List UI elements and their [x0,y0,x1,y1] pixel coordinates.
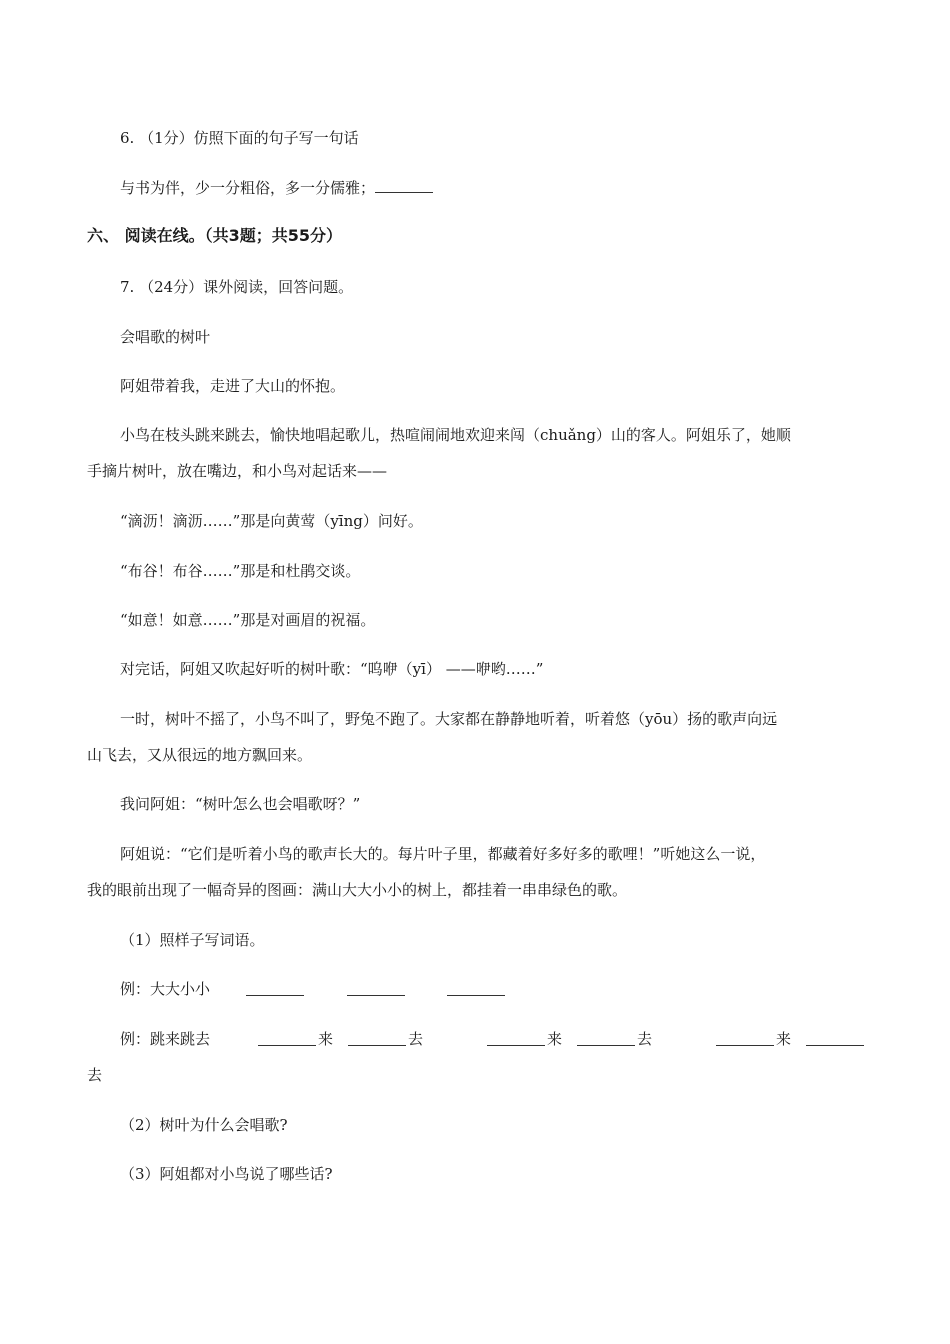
answer-blank[interactable] [348,1031,406,1046]
qu-label: 去 [87,1066,103,1084]
sub-question-1-title: （1）照样子写词语。 [120,931,265,949]
answer-blank[interactable] [716,1031,774,1046]
section6-heading: 六、 阅读在线。（共3题；共55分） [87,226,342,245]
q7-title: 7. （24分）课外阅读，回答问题。 [120,278,354,296]
story-paragraph-7-line-1: 一时，树叶不摇了，小鸟不叫了，野兔不跑了。大家都在静静地听着，听着悠（yōu）扬的歌声向远 [120,710,778,728]
sub-question-1-example-1 [120,979,210,999]
answer-blank[interactable] [246,981,304,996]
sub-question-2-title: （2）树叶为什么会唱歌? [120,1116,288,1134]
sub-question-1-example-2 [120,1029,210,1049]
lai-label: 来 [318,1030,334,1048]
sub-question-3-title: （3）阿姐都对小鸟说了哪些话? [120,1165,333,1183]
q6-prompt-text: 与书为伴，少一分粗俗，多一分儒雅； [120,179,376,197]
story-paragraph-2-line-1: 小鸟在枝头跳来跳去，愉快地唱起歌儿，热喧闹闹地欢迎来闯（chuǎng）山的客人。阿姐乐了，她顺 [120,426,791,444]
answer-blank[interactable] [258,1031,316,1046]
lai-label: 来 [547,1030,563,1048]
qu-label: 去 [408,1030,424,1048]
story-paragraph-9-line-2: 我的眼前出现了一幅奇异的图画：满山大大小小的树上，都挂着一串串绿色的歌。 [87,881,628,899]
story-paragraph-2-line-2: 手摘片树叶，放在嘴边，和小鸟对起话来—— [87,462,388,480]
story-paragraph-6: 对完话，阿姐又吹起好听的树叶歌：“呜咿（yī） ——咿哟……” [120,660,544,678]
q6-title: 6. （1分）仿照下面的句子写一句话 [120,129,359,147]
answer-blank[interactable] [347,981,405,996]
story-title: 会唱歌的树叶 [120,328,211,346]
example-2-label: 例：跳来跳去 [120,1030,211,1048]
answer-blank[interactable] [577,1031,635,1046]
q6-answer-blank[interactable] [375,178,433,193]
story-paragraph-5: “如意！如意……”那是对画眉的祝福。 [120,611,376,629]
qu-label: 去 [637,1030,653,1048]
q6-prompt [120,178,433,198]
answer-blank[interactable] [447,981,505,996]
lai-label: 来 [776,1030,792,1048]
example-1-label: 例：大大小小 [120,980,211,998]
answer-blank[interactable] [487,1031,545,1046]
story-paragraph-3: “滴沥！滴沥……”那是向黄莺（yīng）问好。 [120,512,423,530]
story-paragraph-8: 我问阿姐：“树叶怎么也会唱歌呀？” [120,795,361,813]
answer-blank[interactable] [806,1031,864,1046]
story-paragraph-4: “布谷！布谷……”那是和杜鹃交谈。 [120,562,361,580]
story-paragraph-7-line-2: 山飞去，又从很远的地方飘回来。 [87,746,313,764]
story-paragraph-9-line-1: 阿姐说：“它们是听着小鸟的歌声长大的。每片叶子里，都藏着好多好多的歌哩！”听她这么一说， [120,845,766,863]
story-paragraph-1: 阿姐带着我，走进了大山的怀抱。 [120,377,346,395]
